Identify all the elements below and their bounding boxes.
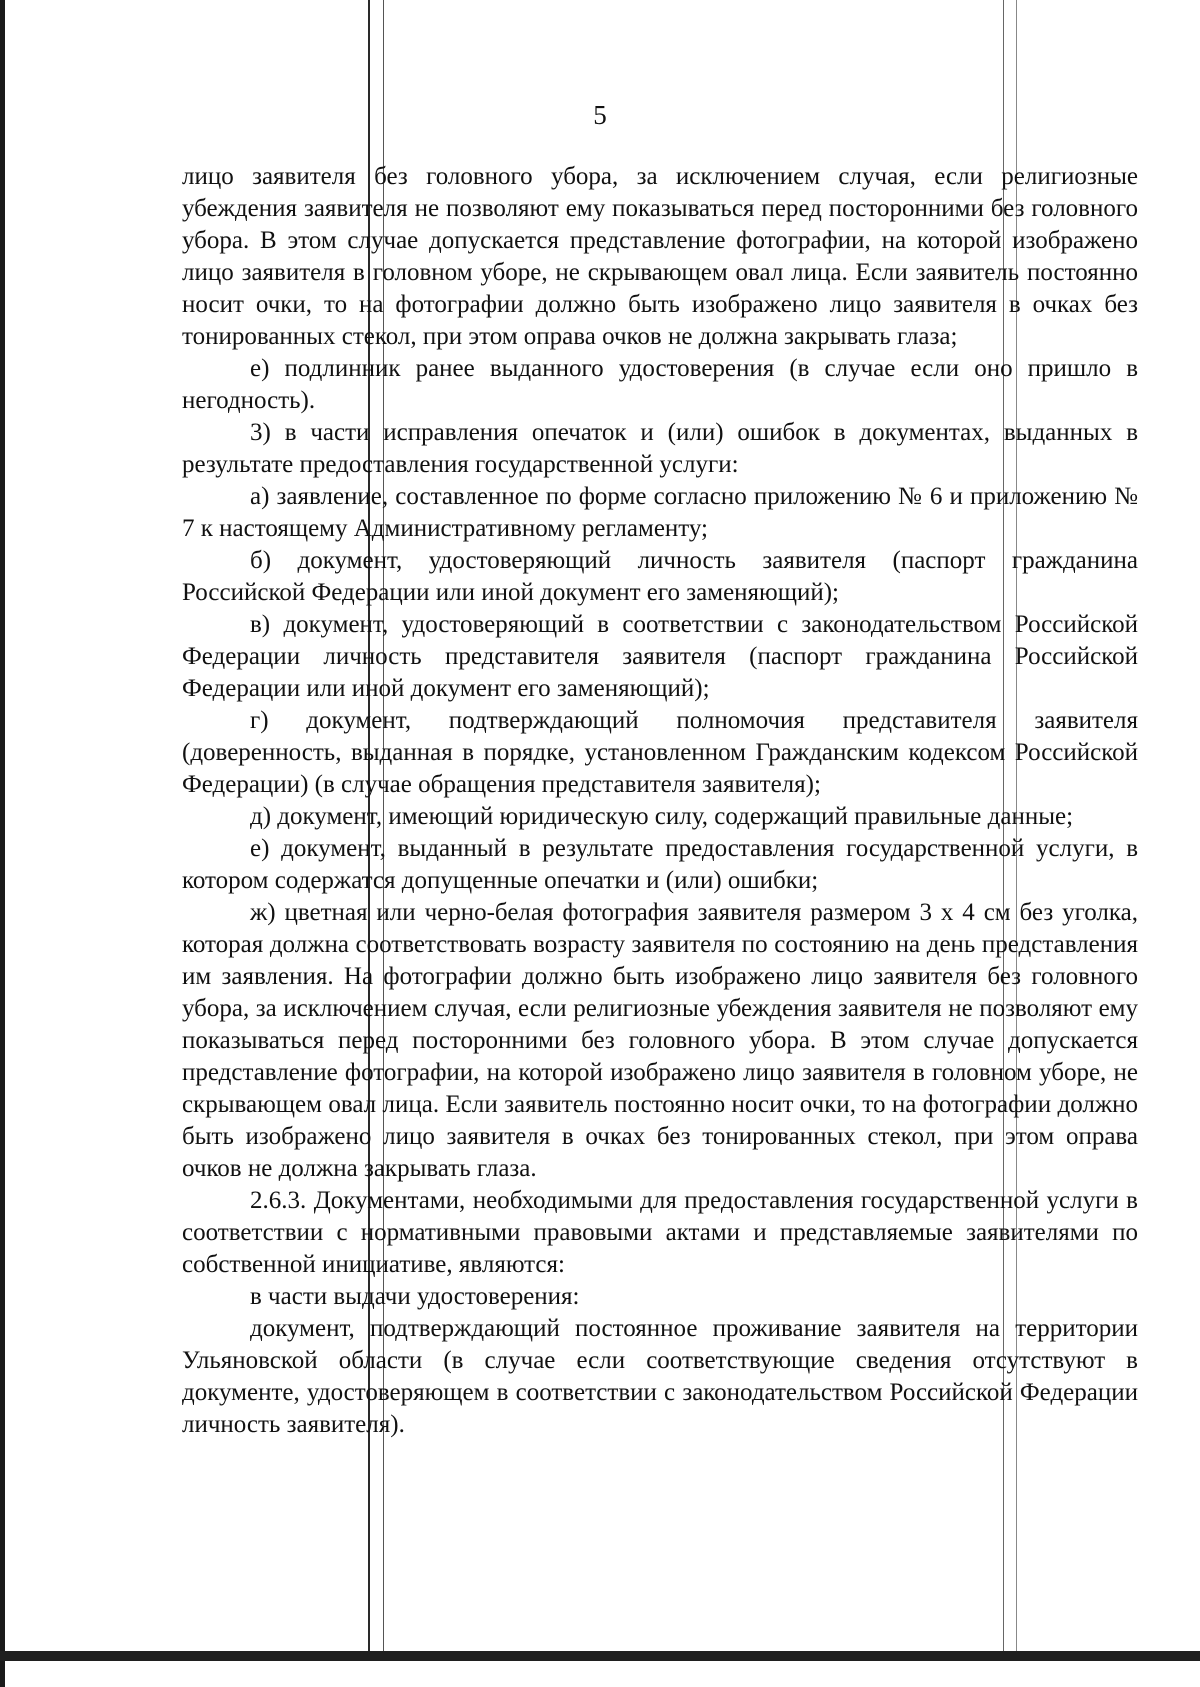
paragraph: г) документ, подтверждающий полномочия представителя заявителя (доверенность, выданная в порядке, установленном Гражданским кодексом Российской Федерации) (в случае обращения представителя заявителя); xyxy=(182,707,1138,798)
paragraph: 3) в части исправления опечаток и (или) ошибок в документах, выданных в результате предоставления государственной услуги: xyxy=(182,419,1138,478)
page-number: 5 xyxy=(593,100,607,130)
paragraph: в) документ, удостоверяющий в соответствии с законодательством Российской Федерации личность представителя заявителя (паспорт гражданина Российской Федерации или иной документ его заменяющий); xyxy=(182,611,1138,702)
scan-left-edge xyxy=(0,0,5,1687)
scan-bottom-edge xyxy=(0,1651,1200,1661)
paragraph: а) заявление, составленное по форме согласно приложению № 6 и приложению № 7 к настоящему Административному регламенту; xyxy=(182,483,1138,542)
paragraph: е) документ, выданный в результате предоставления государственной услуги, в котором содержатся допущенные опечатки и (или) ошибки; xyxy=(182,835,1138,894)
paragraph: е) подлинник ранее выданного удостоверения (в случае если оно пришло в негодность). xyxy=(182,355,1138,414)
paragraph: б) документ, удостоверяющий личность заявителя (паспорт гражданина Российской Федерации или иной документ его заменяющий); xyxy=(182,547,1138,606)
paragraph: ж) цветная или черно-белая фотография заявителя размером 3 х 4 см без уголка, которая должна соответствовать возрасту заявителя по состоянию на день представления им заявления. На фотографии должно быть изображено лицо заявителя без головного убора, за исключением случая, если религиозные убеждения заявителя не позволяют ему показываться перед посторонними без головного убора. В этом случае допускается представление фотографии, на которой изображено лицо заявителя в головном уборе, не скрывающем овал лица. Если заявитель постоянно носит очки, то на фотографии должно быть изображено лицо заявителя в очках без тонированных стекол, при этом оправа очков не должна закрывать глаза. xyxy=(182,899,1138,1182)
paragraph: д) документ, имеющий юридическую силу, содержащий правильные данные; xyxy=(250,803,1074,830)
paragraph: 2.6.3. Документами, необходимыми для предоставления государственной услуги в соответствии с нормативными правовыми актами и представляемые заявителями по собственной инициативе, являются: xyxy=(182,1187,1138,1278)
paragraph: документ, подтверждающий постоянное проживание заявителя на территории Ульяновской области (в случае если соответствующие сведения отсутствуют в документе, удостоверяющем в соответствии с законодательством Российской Федерации личность заявителя). xyxy=(182,1315,1138,1438)
paragraph: в части выдачи удостоверения: xyxy=(250,1283,580,1310)
paragraph: лицо заявителя без головного убора, за исключением случая, если религиозные убеждения заявителя не позволяют ему показываться перед посторонними без головного убора. В этом случае допускается представление фотографии, на которой изображено лицо заявителя в головном уборе, не скрывающем овал лица. Если заявитель постоянно носит очки, то на фотографии должно быть изображено лицо заявителя в очках без тонированных стекол, при этом оправа очков не должна закрывать глаза; xyxy=(182,163,1138,350)
document-body xyxy=(182,161,1138,1441)
